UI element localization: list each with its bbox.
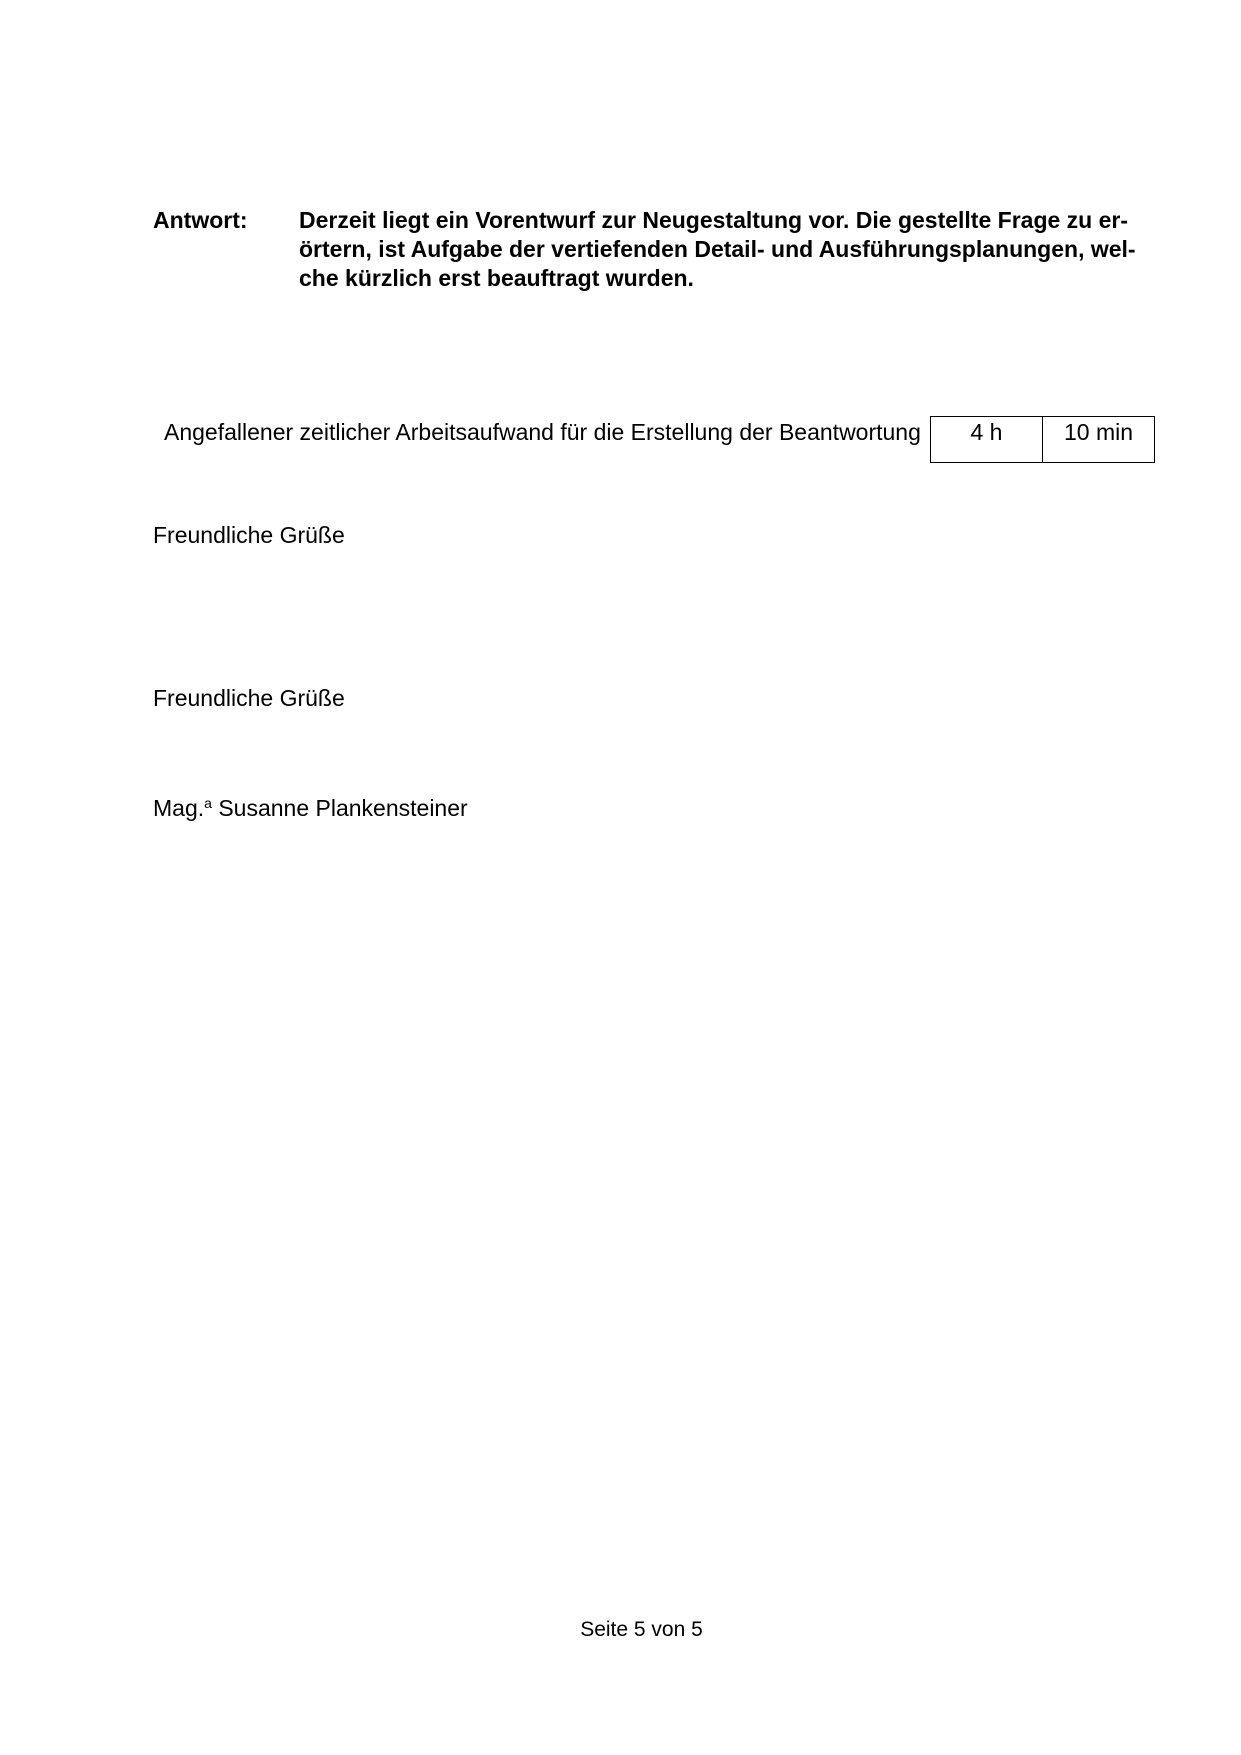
effort-table	[930, 416, 1155, 463]
effort-row	[931, 417, 1155, 463]
signature-title: Mag.	[153, 795, 205, 821]
answer-text	[299, 206, 1149, 293]
signature-title-superscript: a	[204, 795, 212, 811]
answer-line: che kürzlich erst beauftragt wurden.	[299, 265, 694, 291]
effort-hours-cell: 4 h	[931, 417, 1043, 463]
signature-name	[153, 794, 468, 823]
closing-greeting: Freundliche Grüße	[153, 522, 345, 548]
effort-label: Angefallener zeitlicher Arbeitsaufwand für die Erstellung der Beantwortung	[164, 419, 921, 445]
closing-greeting: Freundliche Grüße	[153, 685, 345, 711]
answer-line: Derzeit liegt ein Vorentwurf zur Neugestaltung vor. Die gestellte Frage zu er-	[299, 207, 1129, 233]
answer-label: Antwort:	[153, 207, 248, 233]
signature-person: Susanne Plankensteiner	[211, 795, 468, 821]
page-number-footer: Seite 5 von 5	[580, 1618, 703, 1641]
answer-line: örtern, ist Aufgabe der vertiefenden Detail- und Ausführungsplanungen, wel-	[299, 236, 1136, 262]
effort-minutes-cell: 10 min	[1043, 417, 1155, 463]
